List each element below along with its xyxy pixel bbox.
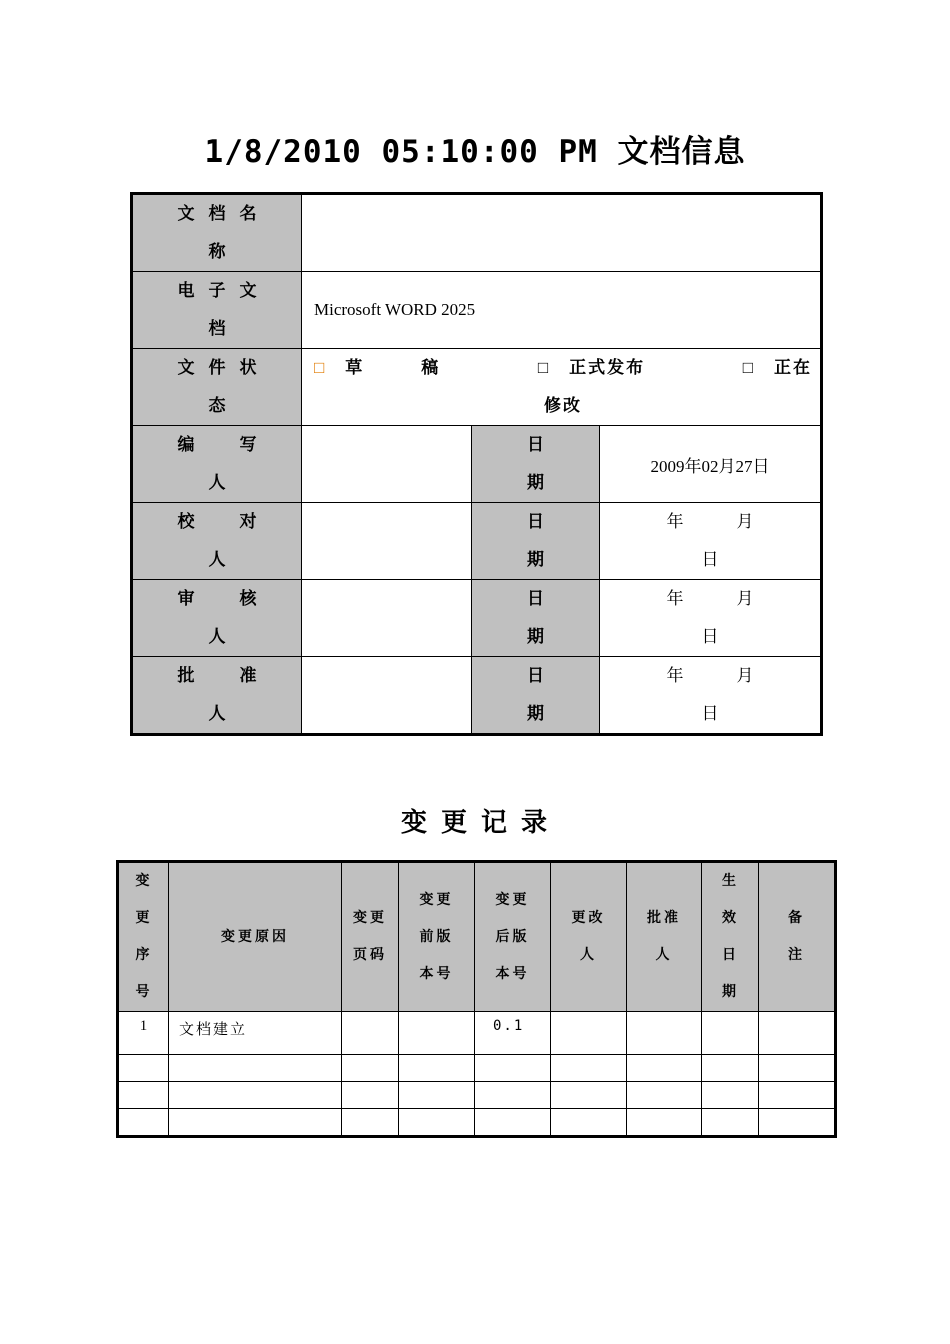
cell-prev-version[interactable] [399, 1012, 475, 1055]
proofreader-value[interactable] [302, 503, 472, 580]
approver-label: 批 准 人 [132, 657, 302, 735]
approver-value[interactable] [302, 657, 472, 735]
change-log-header [118, 862, 836, 1012]
modifying-option-continued: 修改 [544, 396, 583, 415]
cell-approver[interactable] [627, 1012, 702, 1055]
checkbox-icon[interactable]: □ [314, 358, 327, 377]
proofreader-label: 校 对 人 [132, 503, 302, 580]
e-doc-value[interactable]: Microsoft WORD 2025 [302, 272, 822, 349]
cell-changer[interactable] [551, 1055, 627, 1082]
cell-reason[interactable] [169, 1109, 342, 1137]
e-doc-label: 电子文 档 [132, 272, 302, 349]
cell-effective-date[interactable] [702, 1082, 759, 1109]
cell-remark[interactable] [759, 1055, 836, 1082]
cell-page[interactable] [342, 1082, 399, 1109]
cell-next-version[interactable]: 0.1 [475, 1012, 551, 1055]
table-row [118, 1109, 836, 1137]
doc-name-row [132, 194, 822, 272]
date-label: 日 期 [472, 657, 600, 735]
cell-remark[interactable] [759, 1012, 836, 1055]
cell-changer[interactable] [551, 1012, 627, 1055]
document-title: 1/8/2010 05:10:00 PM 文档信息 [204, 134, 746, 170]
author-value[interactable] [302, 426, 472, 503]
cell-effective-date[interactable] [702, 1109, 759, 1137]
cell-changer[interactable] [551, 1082, 627, 1109]
cell-approver[interactable] [627, 1055, 702, 1082]
cell-next-version[interactable] [475, 1055, 551, 1082]
e-doc-row [132, 272, 822, 349]
status-options [302, 349, 822, 426]
reviewer-date[interactable]: 年 月 日 [600, 580, 822, 657]
cell-reason[interactable] [169, 1055, 342, 1082]
approver-date[interactable]: 年 月 日 [600, 657, 822, 735]
proofreader-row [132, 503, 822, 580]
reviewer-row [132, 580, 822, 657]
doc-name-label: 文档名 称 [132, 194, 302, 272]
cell-next-version[interactable] [475, 1082, 551, 1109]
author-label: 编 写 人 [132, 426, 302, 503]
cell-remark[interactable] [759, 1082, 836, 1109]
author-date[interactable]: 2009年02月27日 [600, 426, 822, 503]
reviewer-value[interactable] [302, 580, 472, 657]
approver-row [132, 657, 822, 735]
proofreader-date[interactable]: 年 月 日 [600, 503, 822, 580]
document-info-table [130, 192, 823, 736]
author-row [132, 426, 822, 503]
cell-effective-date[interactable] [702, 1055, 759, 1082]
status-row [132, 349, 822, 426]
draft-option[interactable]: □ 草 稿 [314, 358, 441, 377]
cell-next-version[interactable] [475, 1109, 551, 1137]
cell-page[interactable] [342, 1055, 399, 1082]
cell-changer[interactable] [551, 1109, 627, 1137]
modifying-option[interactable]: □ 正在 [742, 358, 813, 377]
header-effective-date: 生效日期 [702, 862, 759, 1012]
change-log-title: 变更记录 [400, 808, 561, 838]
header-prev-version: 变更前版本号 [399, 862, 475, 1012]
status-label: 文件状 态 [132, 349, 302, 426]
date-label: 日 期 [472, 426, 600, 503]
cell-page[interactable] [342, 1012, 399, 1055]
table-row [118, 1012, 836, 1055]
header-reason: 变更原因 [169, 862, 342, 1012]
checkbox-icon[interactable]: □ [537, 358, 551, 377]
header-approver: 批准人 [627, 862, 702, 1012]
change-log-table [116, 860, 837, 1138]
header-changer: 更改人 [551, 862, 627, 1012]
cell-reason[interactable]: 文档建立 [169, 1012, 342, 1055]
cell-page[interactable] [342, 1109, 399, 1137]
cell-seq[interactable]: 1 [118, 1012, 169, 1055]
header-next-version: 变更后版本号 [475, 862, 551, 1012]
header-page: 变更页码 [342, 862, 399, 1012]
checkbox-icon[interactable]: □ [742, 358, 756, 377]
cell-seq[interactable] [118, 1082, 169, 1109]
date-label: 日 期 [472, 503, 600, 580]
cell-effective-date[interactable] [702, 1012, 759, 1055]
cell-prev-version[interactable] [399, 1082, 475, 1109]
published-option[interactable]: □ 正式发布 [537, 358, 646, 377]
cell-seq[interactable] [118, 1109, 169, 1137]
cell-approver[interactable] [627, 1082, 702, 1109]
table-row [118, 1082, 836, 1109]
cell-prev-version[interactable] [399, 1055, 475, 1082]
header-remark: 备注 [759, 862, 836, 1012]
cell-prev-version[interactable] [399, 1109, 475, 1137]
cell-remark[interactable] [759, 1109, 836, 1137]
doc-name-value[interactable] [302, 194, 822, 272]
cell-seq[interactable] [118, 1055, 169, 1082]
header-seq: 变更序号 [118, 862, 169, 1012]
cell-reason[interactable] [169, 1082, 342, 1109]
table-row [118, 1055, 836, 1082]
cell-approver[interactable] [627, 1109, 702, 1137]
reviewer-label: 审 核 人 [132, 580, 302, 657]
date-label: 日 期 [472, 580, 600, 657]
